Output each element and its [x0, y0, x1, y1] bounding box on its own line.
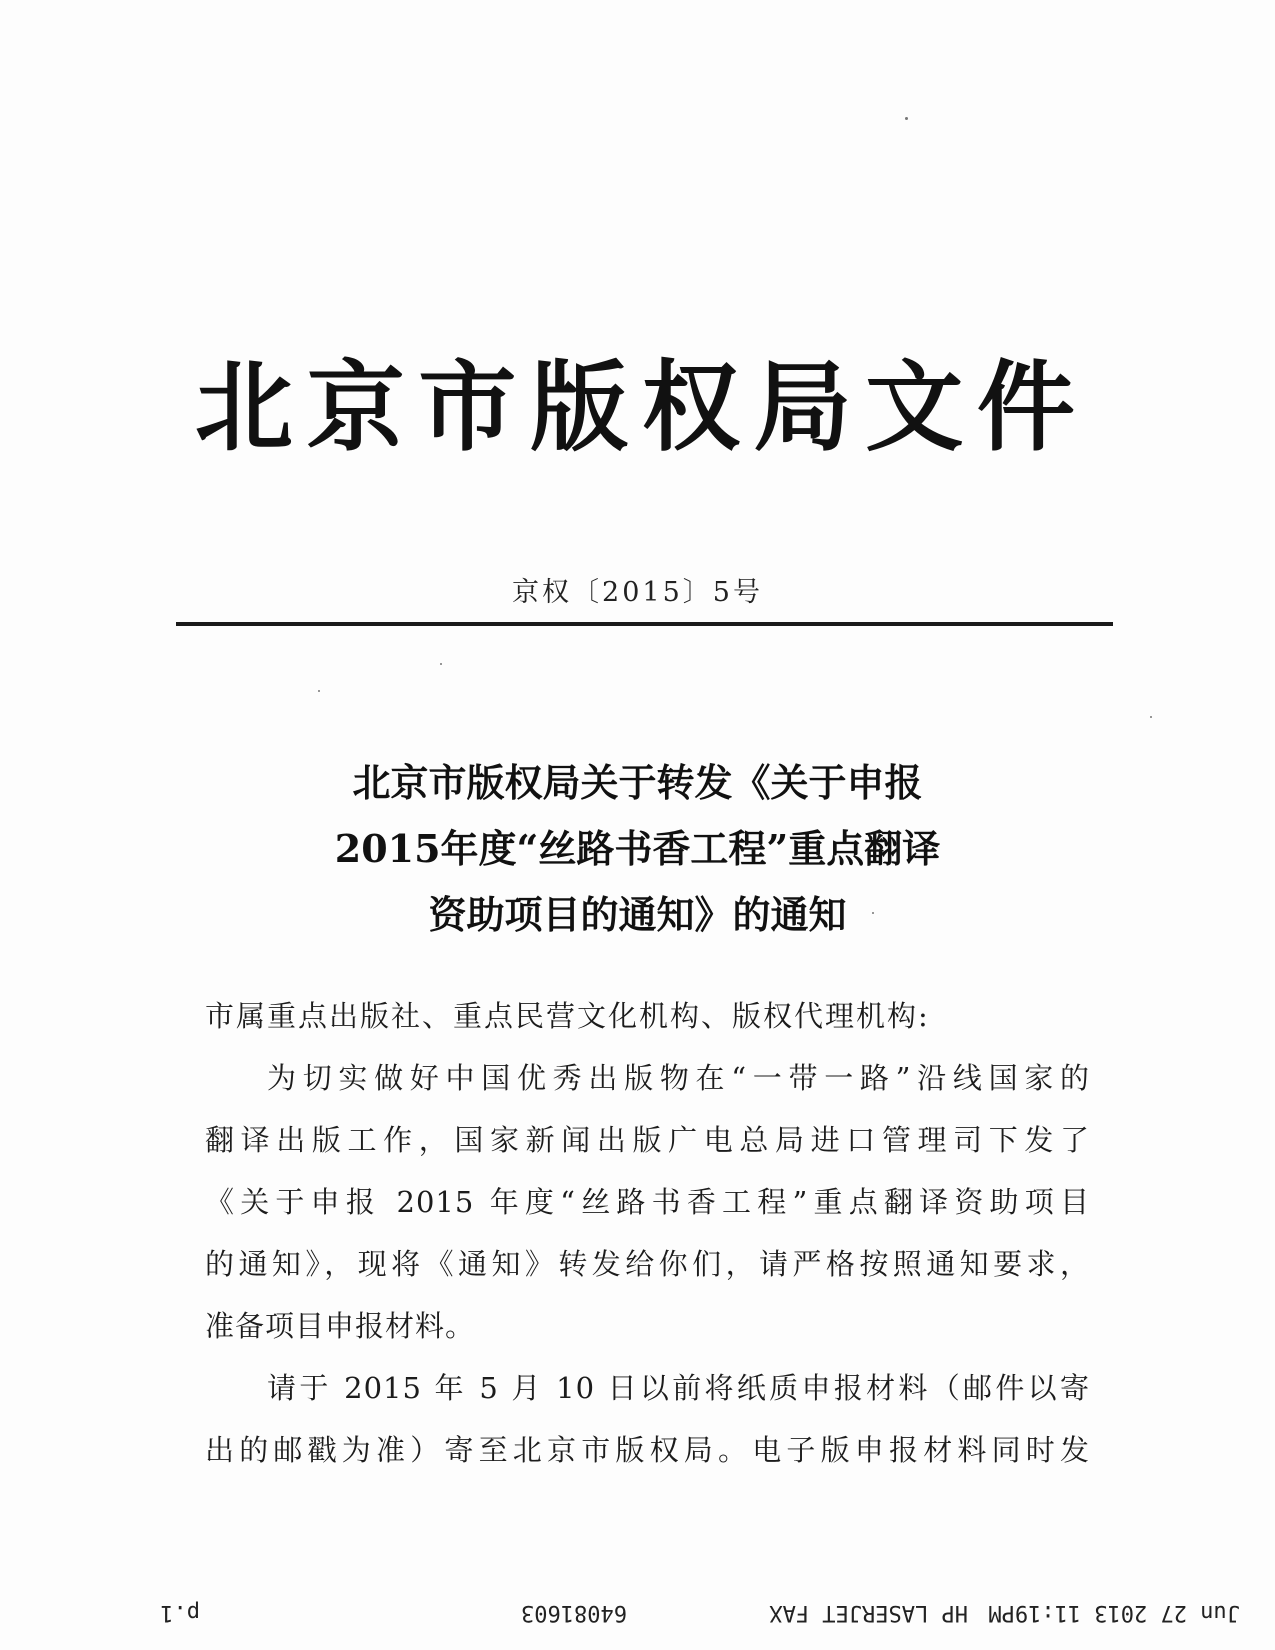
title-line: 北京市版权局关于转发《关于申报	[352, 760, 923, 805]
notice-title	[200, 750, 1075, 948]
scan-speck	[872, 912, 874, 914]
title-line: 2015年度“丝路书香工程”重点翻译	[334, 826, 941, 871]
document-masthead	[195, 348, 1075, 468]
paragraph	[205, 1047, 1090, 1357]
paragraph-line: 为切实做好中国优秀出版物在“一带一路”沿线国家的	[267, 1061, 1090, 1095]
paragraph-line: 《关于申报 2015 年度“丝路书香工程”重点翻译资助项目	[205, 1185, 1090, 1219]
paragraph-line: 翻译出版工作，国家新闻出版广电总局进口管理司下发了	[205, 1123, 1090, 1157]
title-line: 资助项目的通知》的通知	[428, 892, 847, 937]
salutation: 市属重点出版社、重点民营文化机构、版权代理机构:	[205, 999, 930, 1033]
scan-speck	[905, 117, 908, 120]
header-divider	[176, 622, 1113, 626]
scan-speck	[318, 690, 320, 692]
paragraph-line: 出的邮戳为准）寄至北京市版权局。电子版申报材料同时发	[205, 1433, 1090, 1467]
masthead-char: 市	[418, 351, 517, 465]
notice-body	[205, 985, 1090, 1481]
fax-transmission-header	[100, 1595, 1240, 1625]
scan-speck	[1150, 716, 1152, 718]
paragraph	[205, 1357, 1090, 1481]
document-number: 京权〔2015〕5号	[512, 577, 763, 608]
fax-date-time: Jun 27 2013 11:19PM	[988, 1600, 1240, 1625]
masthead-char: 京	[306, 351, 405, 465]
masthead-char: 权	[641, 351, 740, 465]
masthead-char: 文	[865, 351, 964, 465]
paragraph-line: 的通知》，现将《通知》转发给你们，请严格按照通知要求，	[205, 1247, 1090, 1281]
masthead-char: 北	[195, 351, 294, 465]
fax-device: HP LASERJET FAX	[769, 1600, 968, 1625]
fax-page-number: p.1	[160, 1600, 200, 1625]
masthead-char: 局	[753, 351, 852, 465]
masthead-char: 件	[976, 351, 1075, 465]
fax-number: 64081603	[521, 1600, 627, 1625]
paragraph-line: 请于 2015 年 5 月 10 日以前将纸质申报材料（邮件以寄	[267, 1371, 1090, 1405]
scan-speck	[440, 663, 442, 665]
paragraph-line: 准备项目申报材料。	[205, 1309, 476, 1343]
masthead-char: 版	[530, 351, 629, 465]
